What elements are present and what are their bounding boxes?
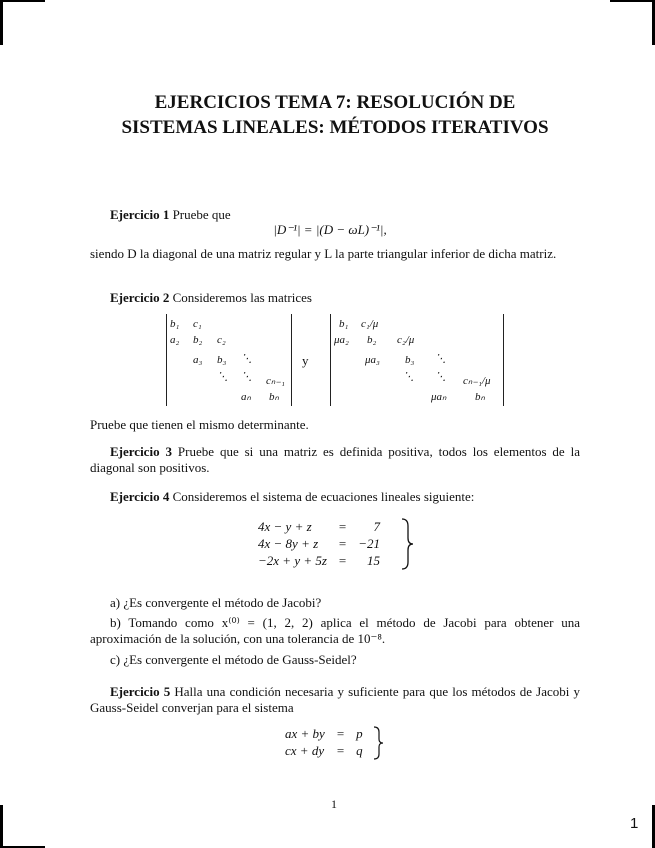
exercise-5-system <box>279 725 369 759</box>
m1-c2: c₂ <box>217 334 226 346</box>
system-op: = <box>338 536 347 551</box>
system-lhs: cx + dy <box>285 743 325 758</box>
m2-dots-3: ⋱ <box>435 371 446 383</box>
system-lhs: −2x + y + 5z <box>258 553 327 568</box>
exercise-3-label: Ejercicio 3 <box>110 444 172 459</box>
exercise-1-statement <box>90 207 580 223</box>
exercise-4-part-b: b) Tomando como x⁽⁰⁾ = (1, 2, 2) aplica el método de Jacobi para obtener una aproximación de la solución, con una tolerancia de 10⁻⁸. <box>90 615 580 646</box>
page-title <box>60 90 610 140</box>
exercise-4-label: Ejercicio 4 <box>110 489 170 504</box>
crop-mark-bottom-left-v <box>0 805 3 848</box>
m1-a2: a₂ <box>170 334 180 346</box>
system-rhs: p <box>356 726 363 741</box>
m1-dots-3: ⋱ <box>241 371 252 383</box>
m1-b2: b₂ <box>193 334 203 346</box>
matrix-1 <box>166 314 292 406</box>
m1-a3: a₃ <box>193 354 203 366</box>
system-rhs: 15 <box>367 553 381 568</box>
matrix-2 <box>330 314 504 406</box>
m2-dots-2: ⋱ <box>403 371 414 383</box>
system-rhs: 7 <box>373 519 381 534</box>
exercise-4-part-c: c) ¿Es convergente el método de Gauss-Seidel? <box>110 652 357 667</box>
exercise-3-statement <box>90 444 580 476</box>
m2-c1: c₁/μ <box>361 318 379 330</box>
exercise-1-followup: siendo D la diagonal de una matriz regular y L la parte triangular inferior de dicha matriz. <box>90 246 557 261</box>
system-rhs: −21 <box>358 536 381 551</box>
exercise-5-label: Ejercicio 5 <box>110 684 171 699</box>
system-row <box>252 518 386 535</box>
system-op: = <box>338 519 347 534</box>
system-lhs: 4x − y + z <box>258 519 312 534</box>
system-op: = <box>336 726 345 741</box>
exercise-5-statement <box>90 684 580 716</box>
m1-bn: bₙ <box>269 391 279 403</box>
footer-page-number: 1 <box>331 797 337 811</box>
exercise-2-followup: Pruebe que tienen el mismo determinante. <box>90 417 309 432</box>
exercise-2-label: Ejercicio 2 <box>110 290 170 305</box>
title-line-2: SISTEMAS LINEALES: MÉTODOS ITERATIVOS <box>121 117 549 138</box>
m1-cn1: cₙ₋₁ <box>266 375 285 387</box>
m2-dots-1: ⋱ <box>435 353 446 365</box>
exercise-4-system <box>252 518 386 569</box>
system-5-brace <box>372 726 384 760</box>
exercise-1-label: Ejercicio 1 <box>110 207 170 222</box>
crop-mark-top-left-h <box>0 0 45 2</box>
system-lhs: ax + by <box>285 726 325 741</box>
system-row <box>279 725 369 742</box>
m2-bn: bₙ <box>475 391 485 403</box>
exercise-3-text: Pruebe que si una matriz es definida positiva, todos los elementos de la diagonal son positivos. <box>90 444 580 475</box>
page-marker: 1 <box>630 815 639 832</box>
exercise-2-statement <box>90 290 580 306</box>
system-row <box>279 742 369 759</box>
m1-b1: b₁ <box>170 318 180 330</box>
exercise-1-text: Pruebe que <box>172 207 231 222</box>
exercise-4-statement <box>90 489 580 505</box>
m2-an: μaₙ <box>431 391 447 403</box>
system-rhs: q <box>356 743 363 758</box>
m1-c1: c₁ <box>193 318 202 330</box>
m2-cn1: cₙ₋₁/μ <box>463 375 491 387</box>
system-row <box>252 535 386 552</box>
m2-b3: b₃ <box>405 354 415 366</box>
system-lhs: 4x − 8y + z <box>258 536 319 551</box>
exercise-5-text: Halla una condición necesaria y suficiente para que los métodos de Jacobi y Gauss-Seidel converjan para el sistema <box>90 684 581 715</box>
m1-dots-1: ⋱ <box>241 353 252 365</box>
m2-c2: c₂/μ <box>397 334 415 346</box>
m2-a3: μa₃ <box>365 354 380 366</box>
crop-mark-top-right-h <box>610 0 655 2</box>
system-op: = <box>338 553 347 568</box>
system-4-brace <box>400 518 414 570</box>
exercise-4-part-a: a) ¿Es convergente el método de Jacobi? <box>110 595 322 610</box>
exercise-2-text: Consideremos las matrices <box>172 290 312 305</box>
m1-dots-2: ⋱ <box>217 371 228 383</box>
matrices-connector: y <box>302 353 309 368</box>
system-row <box>252 552 386 569</box>
title-line-1: EJERCICIOS TEMA 7: RESOLUCIÓN DE <box>154 92 516 113</box>
m2-b2: b₂ <box>367 334 377 346</box>
system-op: = <box>336 743 345 758</box>
m2-a2: μa₂ <box>334 334 349 346</box>
exercise-4-text: Consideremos el sistema de ecuaciones lineales siguiente: <box>172 489 475 504</box>
m2-b1: b₁ <box>339 318 349 330</box>
m1-an: aₙ <box>241 391 251 403</box>
m1-b3: b₃ <box>217 354 227 366</box>
exercise-1-formula: |D⁻¹| = |(D − ωL)⁻¹|, <box>273 222 387 237</box>
crop-mark-top-left-v <box>0 0 3 45</box>
